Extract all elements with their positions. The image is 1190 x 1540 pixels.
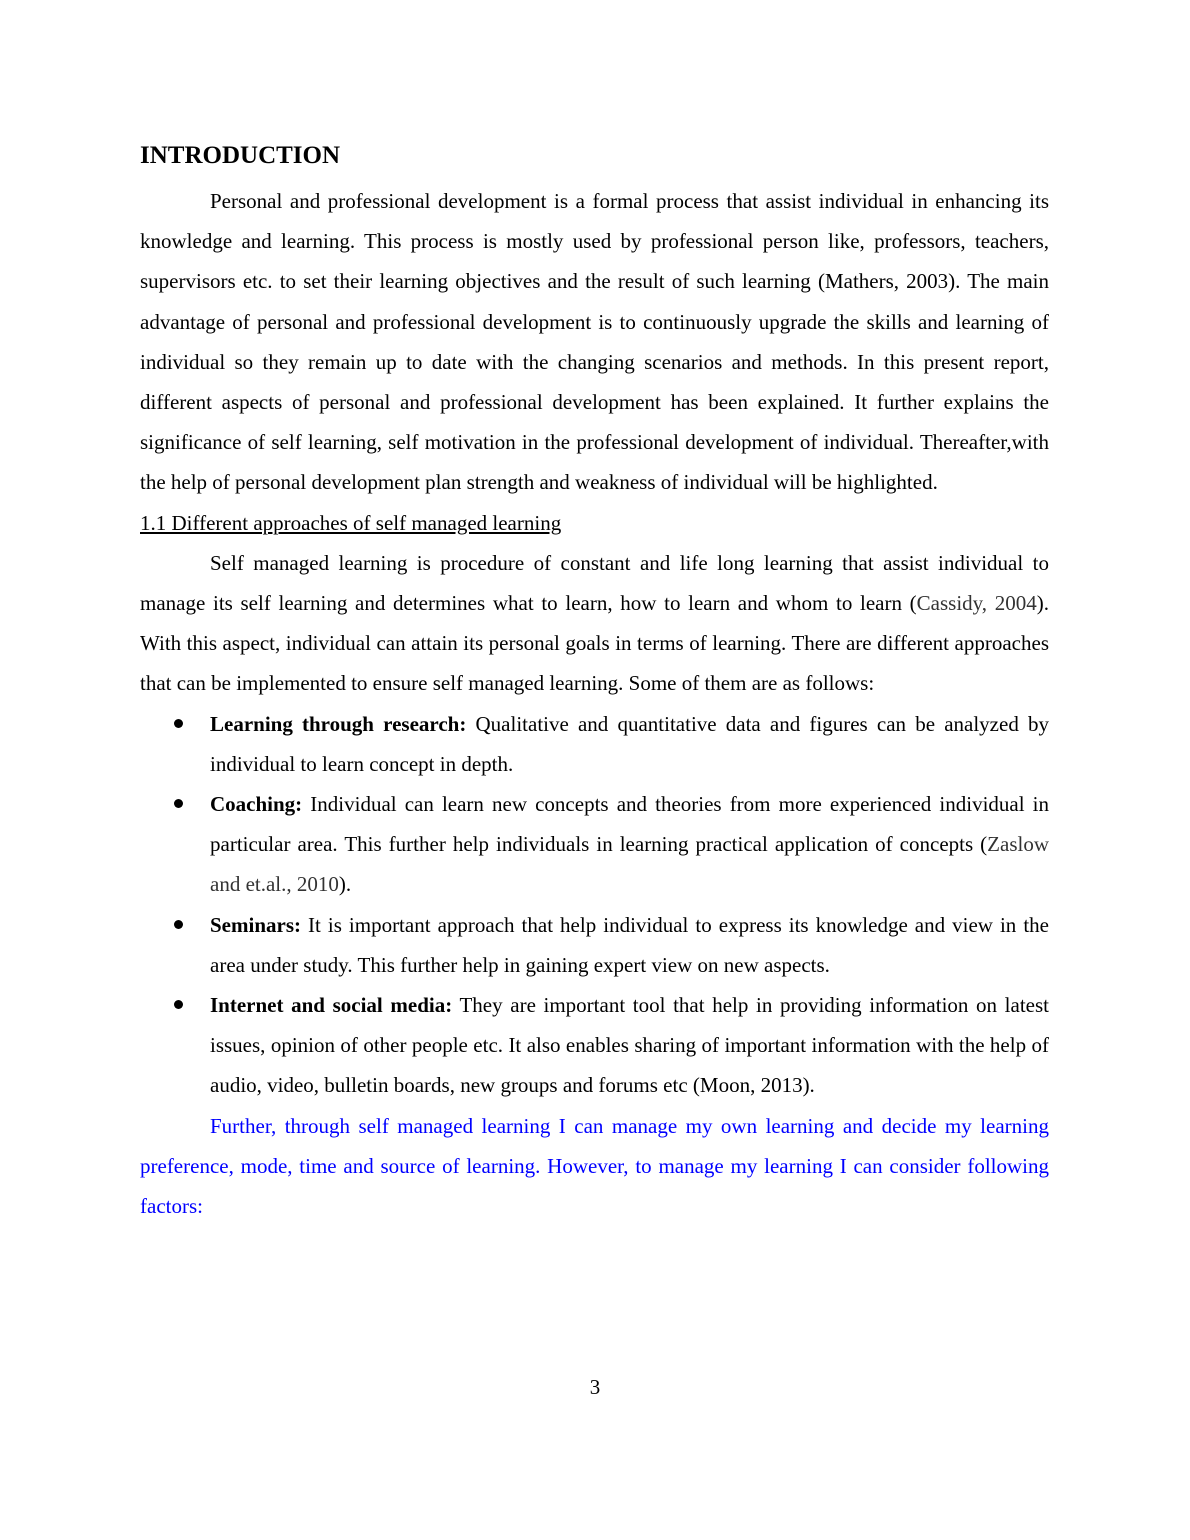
document-body [140, 141, 1049, 1226]
list-item-text [210, 905, 1049, 985]
list-item-term: Coaching: [210, 792, 303, 817]
page-number: 3 [589, 1375, 601, 1399]
page-title: INTRODUCTION [140, 142, 341, 169]
approaches-list [140, 704, 1049, 1106]
list-item-term: Internet and social media: [210, 993, 453, 1018]
list-item [140, 905, 1049, 985]
list-item-text [210, 985, 1049, 1106]
bullet-icon [174, 799, 183, 808]
closing-paragraph: Further, through self managed learning I can manage my own learning and decide my learning preference, mode, time and source of learning. However, to manage my learning I can consider following factors: [140, 1113, 1049, 1219]
section-paragraph [140, 543, 1049, 704]
section-heading: 1.1 Different approaches of self managed learning [140, 510, 562, 535]
bullet-icon [174, 1000, 183, 1009]
list-item [140, 704, 1049, 784]
bullet-icon [174, 719, 183, 728]
section-paragraph-text: Self managed learning is procedure of constant and life long learning that assist individual to manage its self learning and determines what to learn, how to learn and whom to learn ( [140, 550, 1049, 616]
list-item-text [210, 704, 1049, 784]
list-item-description: It is important approach that help individual to express its knowledge and view in the area under study. This further help in gaining expert view on new aspects. [210, 912, 1049, 977]
citation: Zaslow and et.al., 2010 [210, 832, 1049, 897]
list-item-term: Seminars: [210, 912, 301, 937]
list-item-description: Individual can learn new concepts and theories from more experienced individual in particular area. This further help individuals in learning practical application of concepts ( [210, 792, 1049, 857]
list-item [140, 985, 1049, 1106]
intro-paragraph: Personal and professional development is a formal process that assist individual in enhancing its knowledge and learning. This process is mostly used by professional person like, professors, teachers, supervisors etc. to set their learning objectives and the result of such learning (Mathers, 2003). The main advantage of personal and professional development is to continuously upgrade the skills and learning of individual so they remain up to date with the changing scenarios and methods. In this present report, different aspects of personal and professional development has been explained. It further explains the significance of self learning, self motivation in the professional development of individual. Thereafter,with the help of personal development plan strength and weakness of individual will be highlighted. [140, 189, 1049, 495]
list-item [140, 784, 1049, 905]
citation: Cassidy, 2004 [916, 591, 1037, 616]
list-item-term: Learning through research: [210, 711, 467, 736]
list-item-description: ). [338, 872, 352, 897]
list-item-description: Qualitative and quantitative data and figures can be analyzed by individual to learn concept in depth. [210, 711, 1049, 776]
list-item-text [210, 784, 1049, 905]
bullet-icon [174, 920, 183, 929]
list-item-description: They are important tool that help in providing information on latest issues, opinion of other people etc. It also enables sharing of important information with the help of audio, video, bulletin boards, new groups and forums etc (Moon, 2013). [210, 993, 1049, 1098]
section-paragraph-text: ). With this aspect, individual can attain its personal goals in terms of learning. There are different approaches that can be implemented to ensure self managed learning. Some of them are as follows: [140, 591, 1049, 696]
